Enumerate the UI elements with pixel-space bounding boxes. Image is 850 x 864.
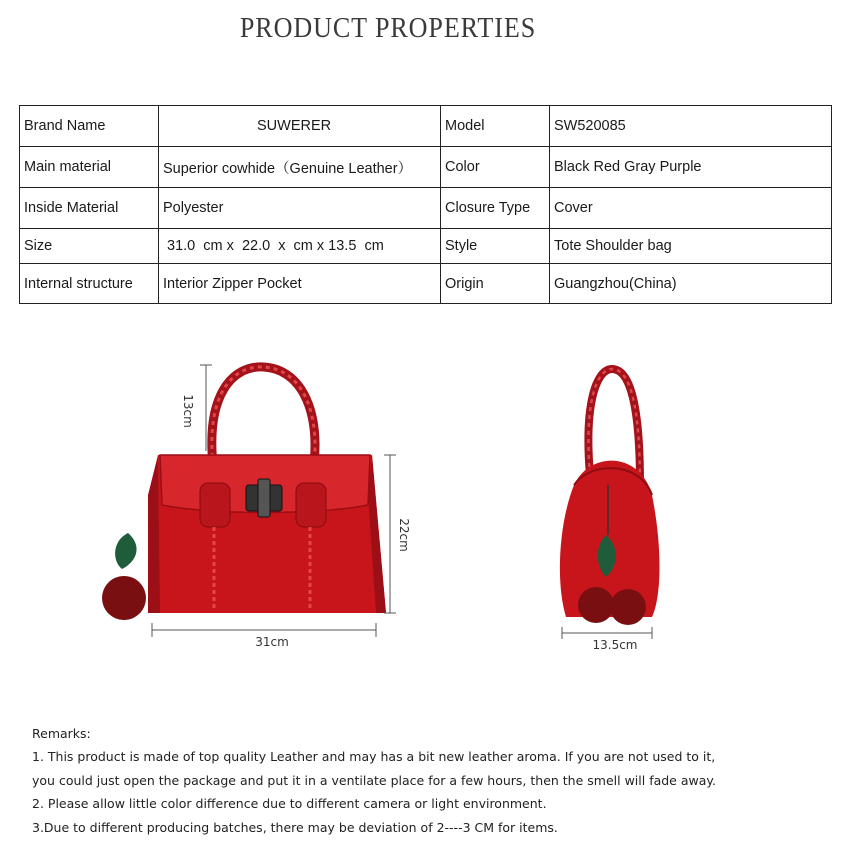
bag-tab-right bbox=[296, 483, 326, 527]
property-label: Main material bbox=[20, 147, 159, 188]
bag-dimension-figure bbox=[0, 355, 850, 665]
page-title: PRODUCT PROPERTIES bbox=[239, 12, 537, 44]
remarks bbox=[32, 722, 716, 839]
depth-label: 13.5cm bbox=[592, 638, 638, 652]
property-value: Superior cowhide（Genuine Leather） bbox=[159, 147, 441, 188]
property-value: Interior Zipper Pocket bbox=[159, 264, 441, 304]
fur-pompom bbox=[102, 576, 146, 620]
bag-side-view bbox=[560, 369, 660, 625]
property-value: Black Red Gray Purple bbox=[550, 147, 832, 188]
bag-side-left bbox=[148, 455, 160, 613]
product-properties-table bbox=[19, 105, 832, 304]
property-label: Closure Type bbox=[441, 188, 550, 229]
property-value: Cover bbox=[550, 188, 832, 229]
remark-line: you could just open the package and put it in a ventilate place for a few hours, then the smell will fade away. bbox=[32, 772, 716, 788]
bag-tab-left bbox=[200, 483, 230, 527]
twist-lock-knob bbox=[258, 479, 270, 517]
property-value: SW520085 bbox=[550, 106, 832, 147]
table-row bbox=[20, 188, 832, 229]
property-label: Brand Name bbox=[20, 106, 159, 147]
table-row bbox=[20, 264, 832, 304]
remarks-heading: Remarks: bbox=[32, 726, 91, 741]
property-label: Color bbox=[441, 147, 550, 188]
width-label: 31cm bbox=[255, 635, 289, 649]
remark-line: 1. This product is made of top quality Leather and may has a bit new leather aroma. If you are not used to it, bbox=[32, 749, 716, 765]
remark-line: 2. Please allow little color difference due to different camera or light environment. bbox=[32, 796, 547, 812]
property-label: Inside Material bbox=[20, 188, 159, 229]
property-value: 31.0 cm x 22.0 x cm x 13.5 cm bbox=[159, 229, 441, 264]
table-row bbox=[20, 106, 832, 147]
property-label: Origin bbox=[441, 264, 550, 304]
remark-line: 3.Due to different producing batches, there may be deviation of 2----3 CM for items. bbox=[32, 819, 558, 835]
property-label: Style bbox=[441, 229, 550, 264]
handle-height-label: 13cm bbox=[181, 394, 195, 428]
property-label: Size bbox=[20, 229, 159, 264]
leaf-charm bbox=[115, 533, 136, 569]
fur-pompom-side bbox=[578, 587, 614, 623]
property-value: Tote Shoulder bag bbox=[550, 229, 832, 264]
property-label: Model bbox=[441, 106, 550, 147]
table-row bbox=[20, 229, 832, 264]
fur-pompom-side bbox=[610, 589, 646, 625]
property-value: SUWERER bbox=[159, 106, 441, 147]
property-value: Polyester bbox=[159, 188, 441, 229]
property-label: Internal structure bbox=[20, 264, 159, 304]
property-value: Guangzhou(China) bbox=[550, 264, 832, 304]
bag-front-view bbox=[102, 367, 386, 620]
table-row bbox=[20, 147, 832, 188]
bag-handle bbox=[212, 367, 315, 465]
height-label: 22cm bbox=[397, 518, 411, 552]
